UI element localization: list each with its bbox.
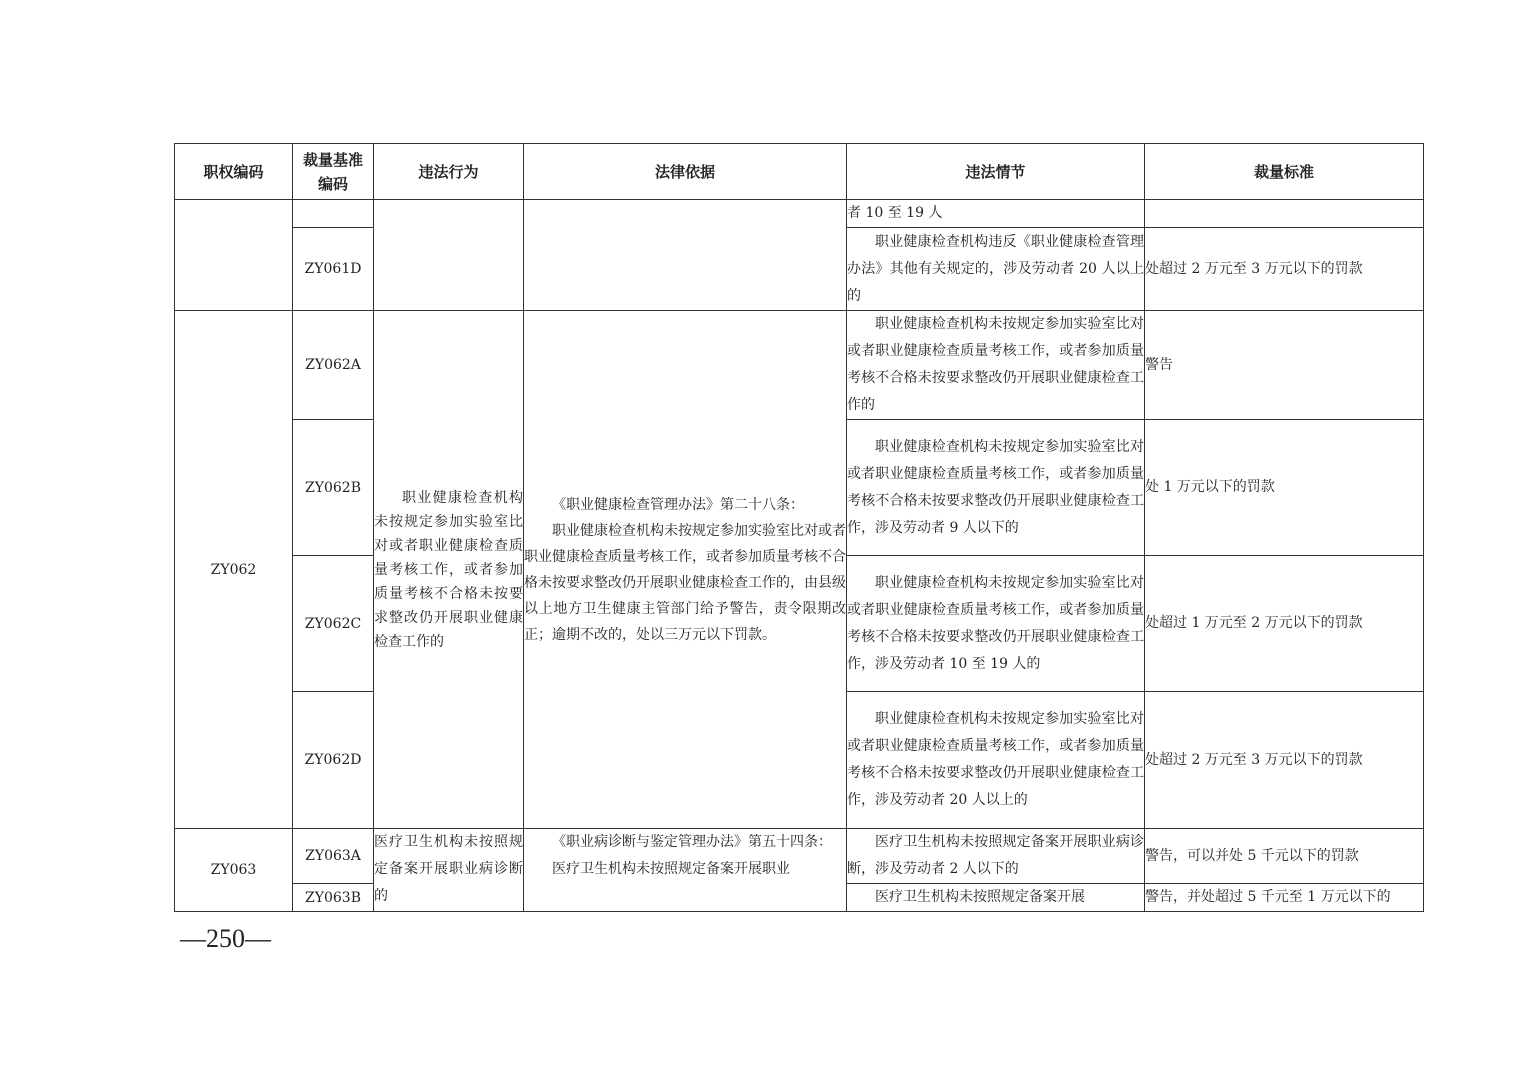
header-violation: 违法行为 <box>374 144 524 200</box>
header-legal-basis: 法律依据 <box>524 144 847 200</box>
standard-code-cell: ZY062C <box>293 556 374 692</box>
discretion-standard-table <box>174 143 1424 912</box>
legal-basis-cell <box>524 200 847 311</box>
standard-cell: 处超过 1 万元至 2 万元以下的罚款 <box>1145 556 1424 692</box>
standard-code-cell: ZY062D <box>293 692 374 829</box>
legal-basis-body: 职业健康检查机构未按规定参加实验室比对或者职业健康检查质量考核工作，或者参加质量考核不合格未按要求整改仍开展职业健康检查工作的，由县级以上地方卫生健康主管部门给予警告，责令限期改正；逾期不改的，处以三万元以下罚款。 <box>524 522 846 643</box>
authority-code-cell: ZY063 <box>175 829 293 912</box>
legal-basis-title: 《职业病诊断与鉴定管理办法》第五十四条： <box>552 834 832 850</box>
standard-cell: 处 1 万元以下的罚款 <box>1145 420 1424 556</box>
header-standard-code: 裁量基准编码 <box>293 144 374 200</box>
header-standard: 裁量标准 <box>1145 144 1424 200</box>
header-authority-code: 职权编码 <box>175 144 293 200</box>
violation-cell <box>374 200 524 311</box>
standard-cell: 处超过 2 万元至 3 万元以下的罚款 <box>1145 228 1424 311</box>
table-header-row <box>175 144 1424 200</box>
authority-code-cell: ZY062 <box>175 311 293 829</box>
standard-code-cell: ZY062A <box>293 311 374 420</box>
violation-cell: 医疗卫生机构未按照规定备案开展职业病诊断的 <box>374 829 524 912</box>
circumstance-cell: 职业健康检查机构未按规定参加实验室比对或者职业健康检查质量考核工作，或者参加质量考核不合格未按要求整改仍开展职业健康检查工作，涉及劳动者 9 人以下的 <box>847 420 1145 556</box>
circumstance-cell: 职业健康检查机构违反《职业健康检查管理办法》其他有关规定的，涉及劳动者 20 人以上的 <box>847 228 1145 311</box>
page-number: —250— <box>180 924 271 953</box>
standard-cell: 警告，可以并处 5 千元以下的罚款 <box>1145 829 1424 884</box>
legal-basis-cell <box>524 829 847 912</box>
table-row <box>175 311 1424 420</box>
circumstance-cell: 医疗卫生机构未按照规定备案开展 <box>847 884 1145 912</box>
circumstance-cell: 职业健康检查机构未按规定参加实验室比对或者职业健康检查质量考核工作，或者参加质量考核不合格未按要求整改仍开展职业健康检查工作的 <box>847 311 1145 420</box>
circumstance-cell: 职业健康检查机构未按规定参加实验室比对或者职业健康检查质量考核工作，或者参加质量考核不合格未按要求整改仍开展职业健康检查工作，涉及劳动者 20 人以上的 <box>847 692 1145 829</box>
standard-cell <box>1145 200 1424 228</box>
standard-cell: 警告 <box>1145 311 1424 420</box>
standard-code-cell: ZY063A <box>293 829 374 884</box>
legal-basis-cell <box>524 311 847 829</box>
violation-cell: 职业健康检查机构未按规定参加实验室比对或者职业健康检查质量考核工作，或者参加质量考核不合格未按要求整改仍开展职业健康检查工作的 <box>374 311 524 829</box>
circumstance-cell: 职业健康检查机构未按规定参加实验室比对或者职业健康检查质量考核工作，或者参加质量考核不合格未按要求整改仍开展职业健康检查工作，涉及劳动者 10 至 19 人的 <box>847 556 1145 692</box>
table-row <box>175 829 1424 884</box>
standard-code-cell: ZY063B <box>293 884 374 912</box>
authority-code-cell <box>175 200 293 311</box>
standard-code-cell: ZY061D <box>293 228 374 311</box>
table-row <box>175 200 1424 228</box>
legal-basis-title: 《职业健康检查管理办法》第二十八条： <box>552 496 804 513</box>
circumstance-cell: 医疗卫生机构未按照规定备案开展职业病诊断，涉及劳动者 2 人以下的 <box>847 829 1145 884</box>
standard-cell: 警告，并处超过 5 千元至 1 万元以下的 <box>1145 884 1424 912</box>
legal-basis-body: 医疗卫生机构未按照规定备案开展职业 <box>552 861 790 877</box>
circumstance-cell: 者 10 至 19 人 <box>847 200 1145 228</box>
header-circumstance: 违法情节 <box>847 144 1145 200</box>
standard-code-cell <box>293 200 374 228</box>
standard-cell: 处超过 2 万元至 3 万元以下的罚款 <box>1145 692 1424 829</box>
standard-code-cell: ZY062B <box>293 420 374 556</box>
